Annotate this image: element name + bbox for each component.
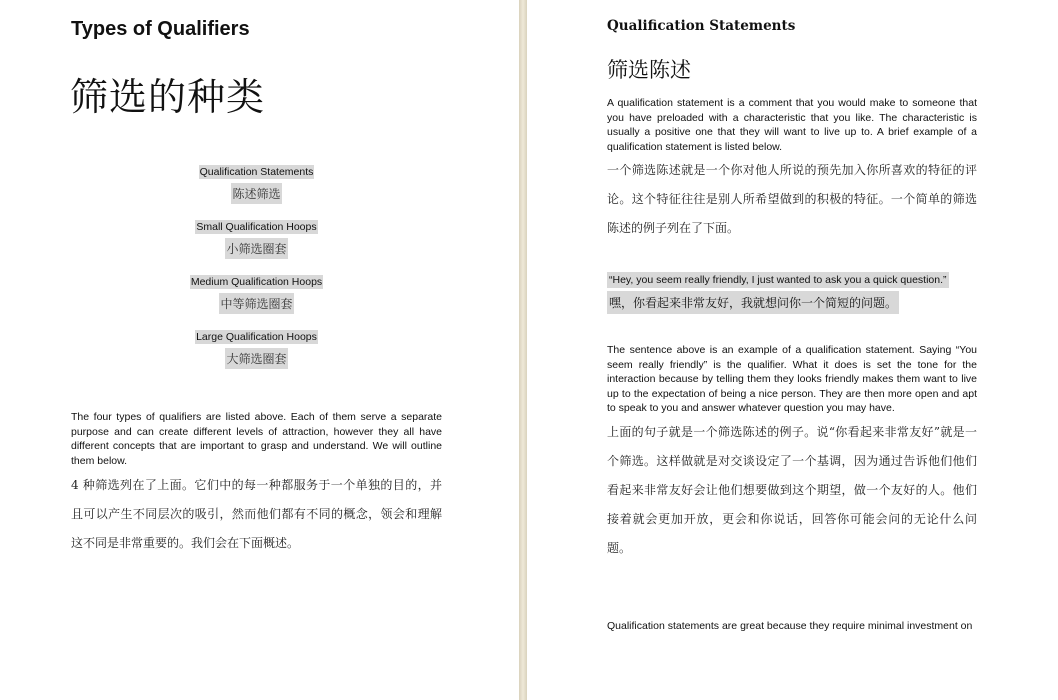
explanation-paragraph-en: The sentence above is an example of a qualification statement. Saying “You seem really friendly” is the qualifier. What it does is set the tone for the interaction because by telling them they looks friendly makes them want to live up to the expectation of being a nice person. They are then more open and apt to speak to you and answer whatever question you may have. bbox=[607, 344, 977, 415]
list-item bbox=[71, 163, 442, 204]
page-title-en: Types of Qualifiers bbox=[71, 18, 250, 40]
qualifier-type-cn: 中等筛选圈套 bbox=[219, 293, 293, 314]
list-item bbox=[71, 218, 442, 259]
page-gutter bbox=[519, 0, 527, 700]
example-quote-en: “Hey, you seem really friendly, I just wanted to ask you a quick question.” bbox=[609, 274, 947, 286]
qualifier-type-cn: 小筛选圈套 bbox=[225, 238, 287, 259]
qualifier-types-list bbox=[71, 163, 442, 383]
left-body bbox=[71, 410, 442, 558]
page-title-cn: 筛选的种类 bbox=[70, 75, 266, 119]
example-quote bbox=[607, 270, 977, 314]
qualifier-type-cn: 大筛选圈套 bbox=[225, 348, 287, 369]
intro-paragraph-en: A qualification statement is a comment that you would make to someone that you have preloaded with a characteristic that you like. The characteristic is usually a positive one that they will want to live up to. A brief example of a qualification statement is listed below. bbox=[607, 97, 977, 153]
section-heading-cn: 筛选陈述 bbox=[607, 58, 691, 82]
explanation-section bbox=[607, 343, 977, 563]
continued-paragraph-en: Qualification statements are great because they require minimal investment on bbox=[607, 620, 973, 632]
explanation-paragraph-cn: 上面的句子就是一个筛选陈述的例子。说“你看起来非常友好”就是一个筛选。这样做就是对交谈设定了一个基调，因为通过告诉他们他们看起来非常友好会让他们想要做到这个期望，做一个友好的人。他们接着就会更加开放，更会和你说话，回答你可能会问的无论什么问题。 bbox=[607, 424, 977, 555]
qualifier-type-en: Medium Qualification Hoops bbox=[190, 276, 323, 288]
left-page bbox=[0, 0, 519, 700]
list-item bbox=[71, 328, 442, 369]
body-paragraph-en: The four types of qualifiers are listed above. Each of them serve a separate purpose and can create different levels of attraction, however they all have different concepts that are important to grasp and understand. We will outline them below. bbox=[71, 411, 442, 467]
right-page bbox=[527, 0, 1058, 700]
qualifier-type-cn: 陈述筛选 bbox=[231, 183, 281, 204]
body-paragraph-cn: 4 种筛选列在了上面。它们中的每一种都服务于一个单独的目的，并且可以产生不同层次的吸引，然而他们都有不同的概念，领会和理解这不同是非常重要的。我们会在下面概述。 bbox=[71, 478, 442, 551]
intro-section bbox=[607, 96, 977, 243]
qualifier-type-en: Qualification Statements bbox=[199, 166, 314, 178]
qualifier-type-en: Small Qualification Hoops bbox=[196, 221, 317, 233]
example-quote-cn: 嘿，你看起来非常友好，我就想问你一个简短的问题。 bbox=[607, 291, 899, 314]
section-heading-en: Qualification Statements bbox=[607, 18, 796, 34]
qualifier-type-en: Large Qualification Hoops bbox=[196, 331, 317, 343]
list-item bbox=[71, 273, 442, 314]
intro-paragraph-cn: 一个筛选陈述就是一个你对他人所说的预先加入你所喜欢的特征的评论。这个特征往往是别人所希望做到的积极的特征。一个简单的筛选陈述的例子列在了下面。 bbox=[607, 163, 977, 236]
